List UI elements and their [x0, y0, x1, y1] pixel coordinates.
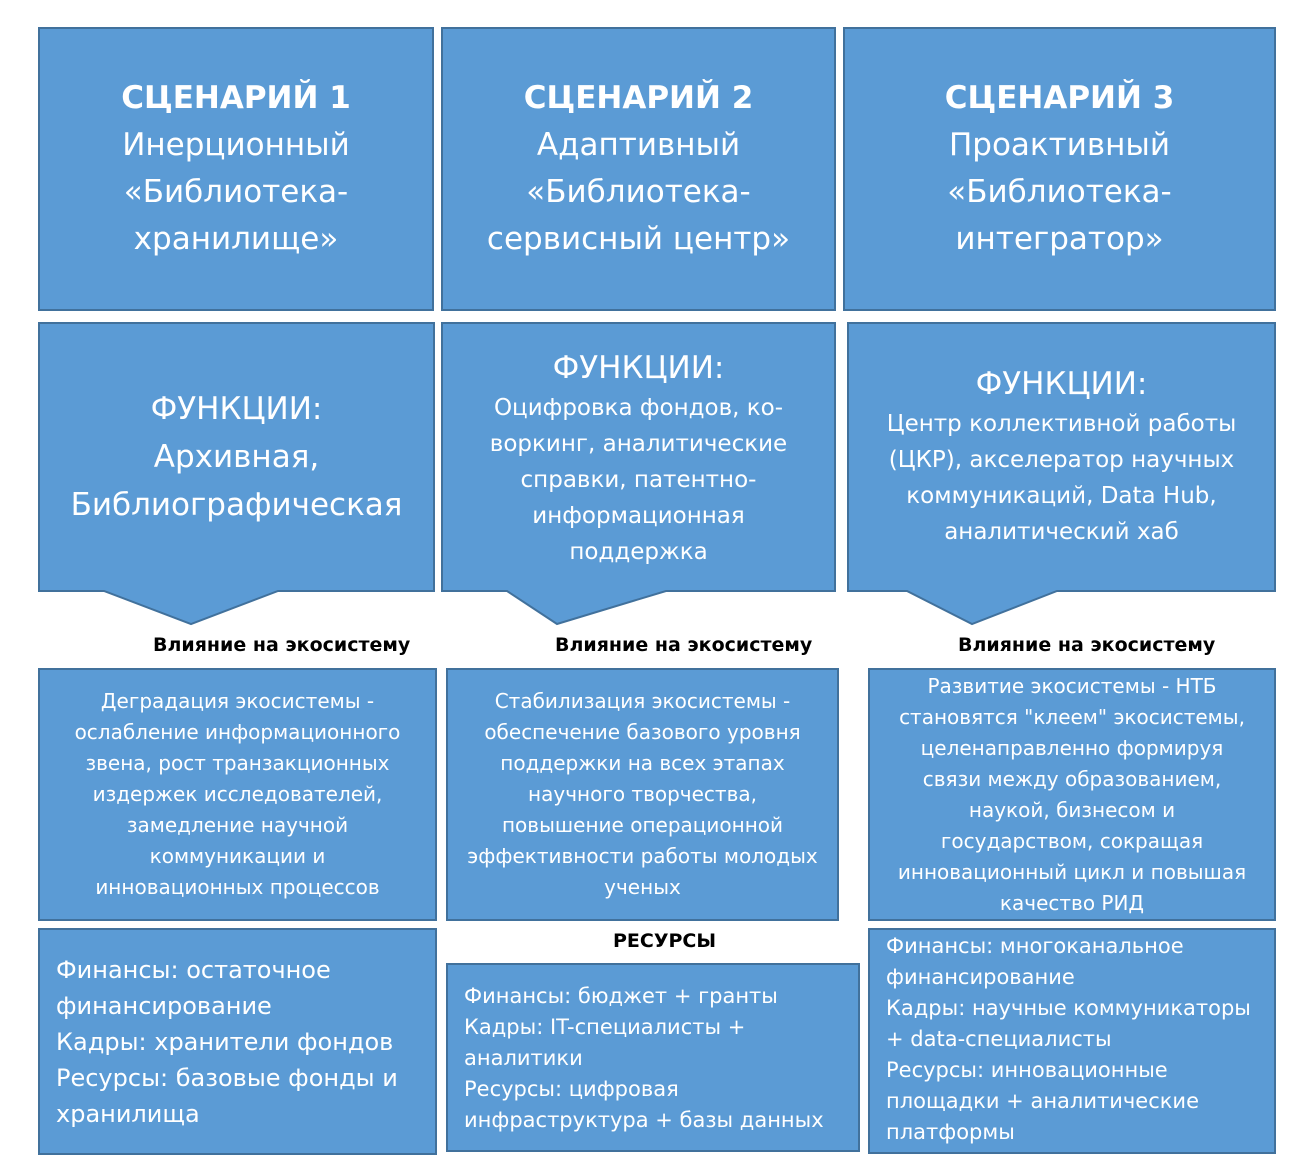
- functions-1-heading: ФУНКЦИИ:: [150, 390, 323, 427]
- impact-2-box: Стабилизация экосистемы - обеспечение базового уровня поддержки на всех этапах научного творчества, повышение операционной эффективности работы молодых ученых: [446, 668, 839, 921]
- functions-3-callout: [847, 322, 1276, 626]
- impact-1-box: Деградация экосистемы - ослабление информационного звена, рост транзакционных издержек исследователей, замедление научной коммуникации и инновационных процессов: [38, 668, 437, 921]
- scenario-3-box: [843, 27, 1276, 311]
- impact-label-1: Влияние на экосистему: [153, 634, 411, 656]
- functions-1-text: Архивная, Библиографическая: [70, 438, 403, 523]
- functions-2-text: Оцифровка фондов, ко- воркинг, аналитические справки, патентно- информационная поддержка: [489, 395, 788, 565]
- impact-3-box: Развитие экосистемы - НТБ становятся "клеем" экосистемы, целенаправленно формируя связи между образованием, наукой, бизнесом и государством, сокращая инновационный цикл и повышая качество РИД: [868, 668, 1276, 921]
- scenario-1-box: [38, 27, 434, 311]
- scenario-2-box: [441, 27, 836, 311]
- resources-label: РЕСУРСЫ: [613, 930, 717, 952]
- resources-3-box: Финансы: многоканальное финансирование Кадры: научные коммуникаторы + data-специалисты Ресурсы: инновационные площадки + аналитические платформы: [868, 928, 1276, 1154]
- scenario-2-number: СЦЕНАРИЙ 2: [523, 80, 754, 116]
- scenario-3-description: Проактивный «Библиотека- интегратор»: [947, 127, 1172, 257]
- scenario-2-description: Адаптивный «Библиотека- сервисный центр»: [486, 127, 791, 257]
- functions-3-text: Центр коллективной работы (ЦКР), акселератор научных коммуникаций, Data Hub, аналитический хаб: [886, 411, 1237, 545]
- impact-label-3: Влияние на экосистему: [958, 634, 1216, 656]
- scenario-1-number: СЦЕНАРИЙ 1: [121, 80, 351, 116]
- functions-2-callout: [441, 322, 836, 626]
- scenario-1-description: Инерционный «Библиотека- хранилище»: [122, 127, 350, 257]
- impact-label-2: Влияние на экосистему: [555, 634, 813, 656]
- functions-2-heading: ФУНКЦИИ:: [552, 350, 725, 386]
- scenario-3-number: СЦЕНАРИЙ 3: [944, 80, 1175, 116]
- resources-1-box: Финансы: остаточное финансирование Кадры: хранители фондов Ресурсы: базовые фонды и хранилища: [38, 928, 437, 1155]
- functions-3-heading: ФУНКЦИИ:: [975, 366, 1148, 402]
- resources-2-box: Финансы: бюджет + гранты Кадры: IT-специалисты + аналитики Ресурсы: цифровая инфраструктура + базы данных: [446, 963, 860, 1152]
- functions-1-callout: [38, 322, 435, 626]
